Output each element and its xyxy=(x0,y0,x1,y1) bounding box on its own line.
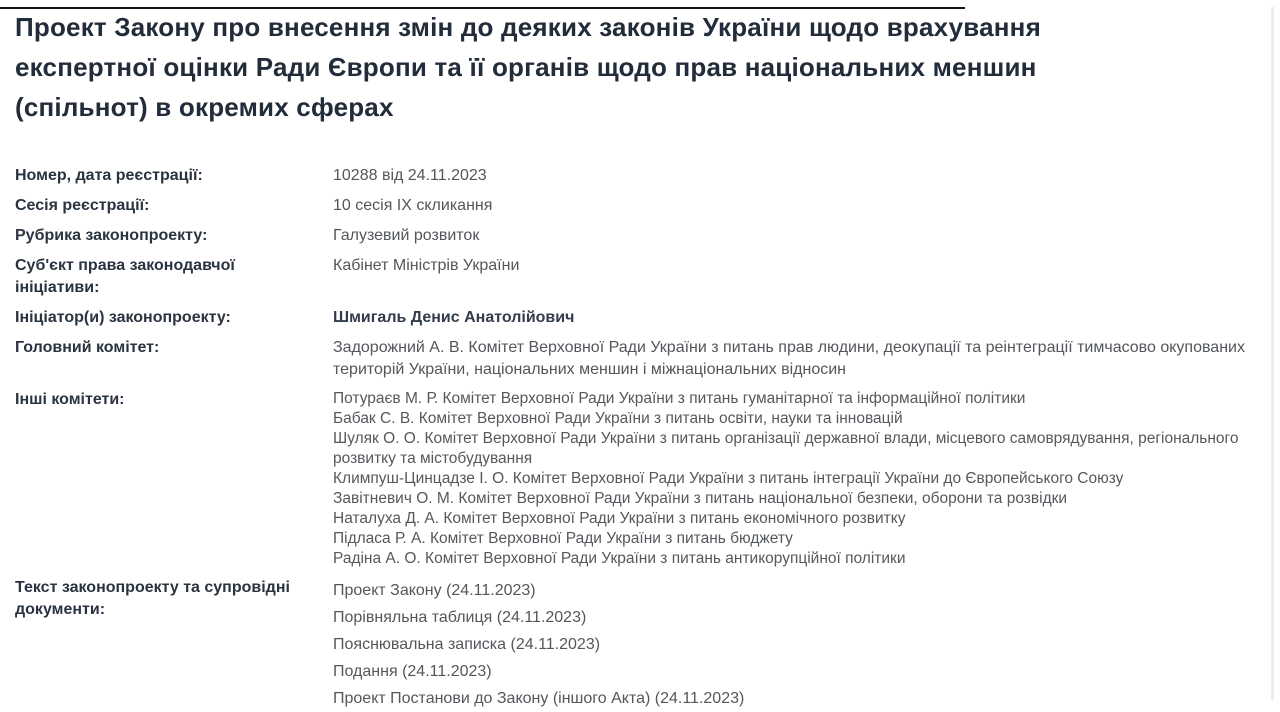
bill-info-table xyxy=(15,165,1280,712)
main-committee-value: Задорожний А. В. Комітет Верховної Ради України з питань прав людини, деокупації та реінтеграції тимчасово окупованих територій України, національних меншин і міжнаціональних відносин xyxy=(333,339,1245,378)
committee-item: Потураєв М. Р. Комітет Верховної Ради України з питань гуманітарної та інформаційної політики xyxy=(333,390,1026,407)
info-row-registration xyxy=(15,165,1280,187)
committees-list xyxy=(333,389,1258,569)
info-row-initiator xyxy=(15,307,1280,329)
documents-list xyxy=(333,577,1258,712)
committee-item: Радіна А. О. Комітет Верховної Ради України з питань антикорупційної політики xyxy=(333,550,906,567)
info-row-rubric xyxy=(15,225,1280,247)
field-value-rubric: Галузевий розвиток xyxy=(333,227,480,244)
document-link[interactable]: Порівняльна таблиця (24.11.2023) xyxy=(333,609,587,626)
committee-item: Наталуха Д. А. Комітет Верховної Ради України з питань економічного розвитку xyxy=(333,510,906,527)
info-row-initiative-subject xyxy=(15,255,1280,299)
info-row-main-committee xyxy=(15,337,1280,381)
field-label-rubric: Рубрика законопроекту: xyxy=(15,227,208,244)
field-label-registration: Номер, дата реєстрації: xyxy=(15,167,203,184)
bill-detail-page xyxy=(0,7,1280,707)
committee-item: Бабак С. В. Комітет Верховної Ради України з питань освіти, науки та інновацій xyxy=(333,410,903,427)
field-label-initiative-subject: Суб'єкт права законодавчої ініціативи: xyxy=(15,257,235,296)
info-row-documents xyxy=(15,577,1280,712)
committee-item: Шуляк О. О. Комітет Верховної Ради України з питань організації державної влади, місцевого самоврядування, регіонального розвитку та містобудування xyxy=(333,430,1239,467)
field-value-initiative-subject: Кабінет Міністрів України xyxy=(333,257,520,274)
initiator-link[interactable]: Шмигаль Денис Анатолійович xyxy=(333,309,575,326)
committee-item: Підласа Р. А. Комітет Верховної Ради України з питань бюджету xyxy=(333,530,793,547)
field-label-main-committee: Головний комітет: xyxy=(15,339,160,356)
field-label-other-committees: Інші комітети: xyxy=(15,391,125,408)
document-link[interactable]: Пояснювальна записка (24.11.2023) xyxy=(333,636,601,653)
document-link[interactable]: Проект Постанови до Закону (іншого Акта) (24.11.2023) xyxy=(333,690,745,707)
top-border-line xyxy=(0,7,965,9)
committee-item: Завітневич О. М. Комітет Верховної Ради України з питань національної безпеки, оборони та розвідки xyxy=(333,490,1068,507)
document-link[interactable]: Проект Закону (24.11.2023) xyxy=(333,582,536,599)
page-title: Проект Закону про внесення змін до деяких законів України щодо врахування експертної оцінки Ради Європи та її органів щодо прав національних меншин (спільнот) в окремих сферах xyxy=(15,12,1041,122)
info-row-other-committees xyxy=(15,389,1280,569)
document-link[interactable]: Подання (24.11.2023) xyxy=(333,663,492,680)
scrollbar-track[interactable] xyxy=(1271,7,1274,700)
field-value-registration: 10288 від 24.11.2023 xyxy=(333,167,487,184)
info-row-session xyxy=(15,195,1280,217)
field-value-session: 10 сесія IX скликання xyxy=(333,197,493,214)
field-label-documents: Текст законопроекту та супровідні документи: xyxy=(15,579,290,618)
field-label-session: Сесія реєстрації: xyxy=(15,197,150,214)
field-label-initiator: Ініціатор(и) законопроекту: xyxy=(15,309,231,326)
committee-item: Климпуш-Цинцадзе І. О. Комітет Верховної Ради України з питань інтеграції України до Європейського Союзу xyxy=(333,470,1124,487)
